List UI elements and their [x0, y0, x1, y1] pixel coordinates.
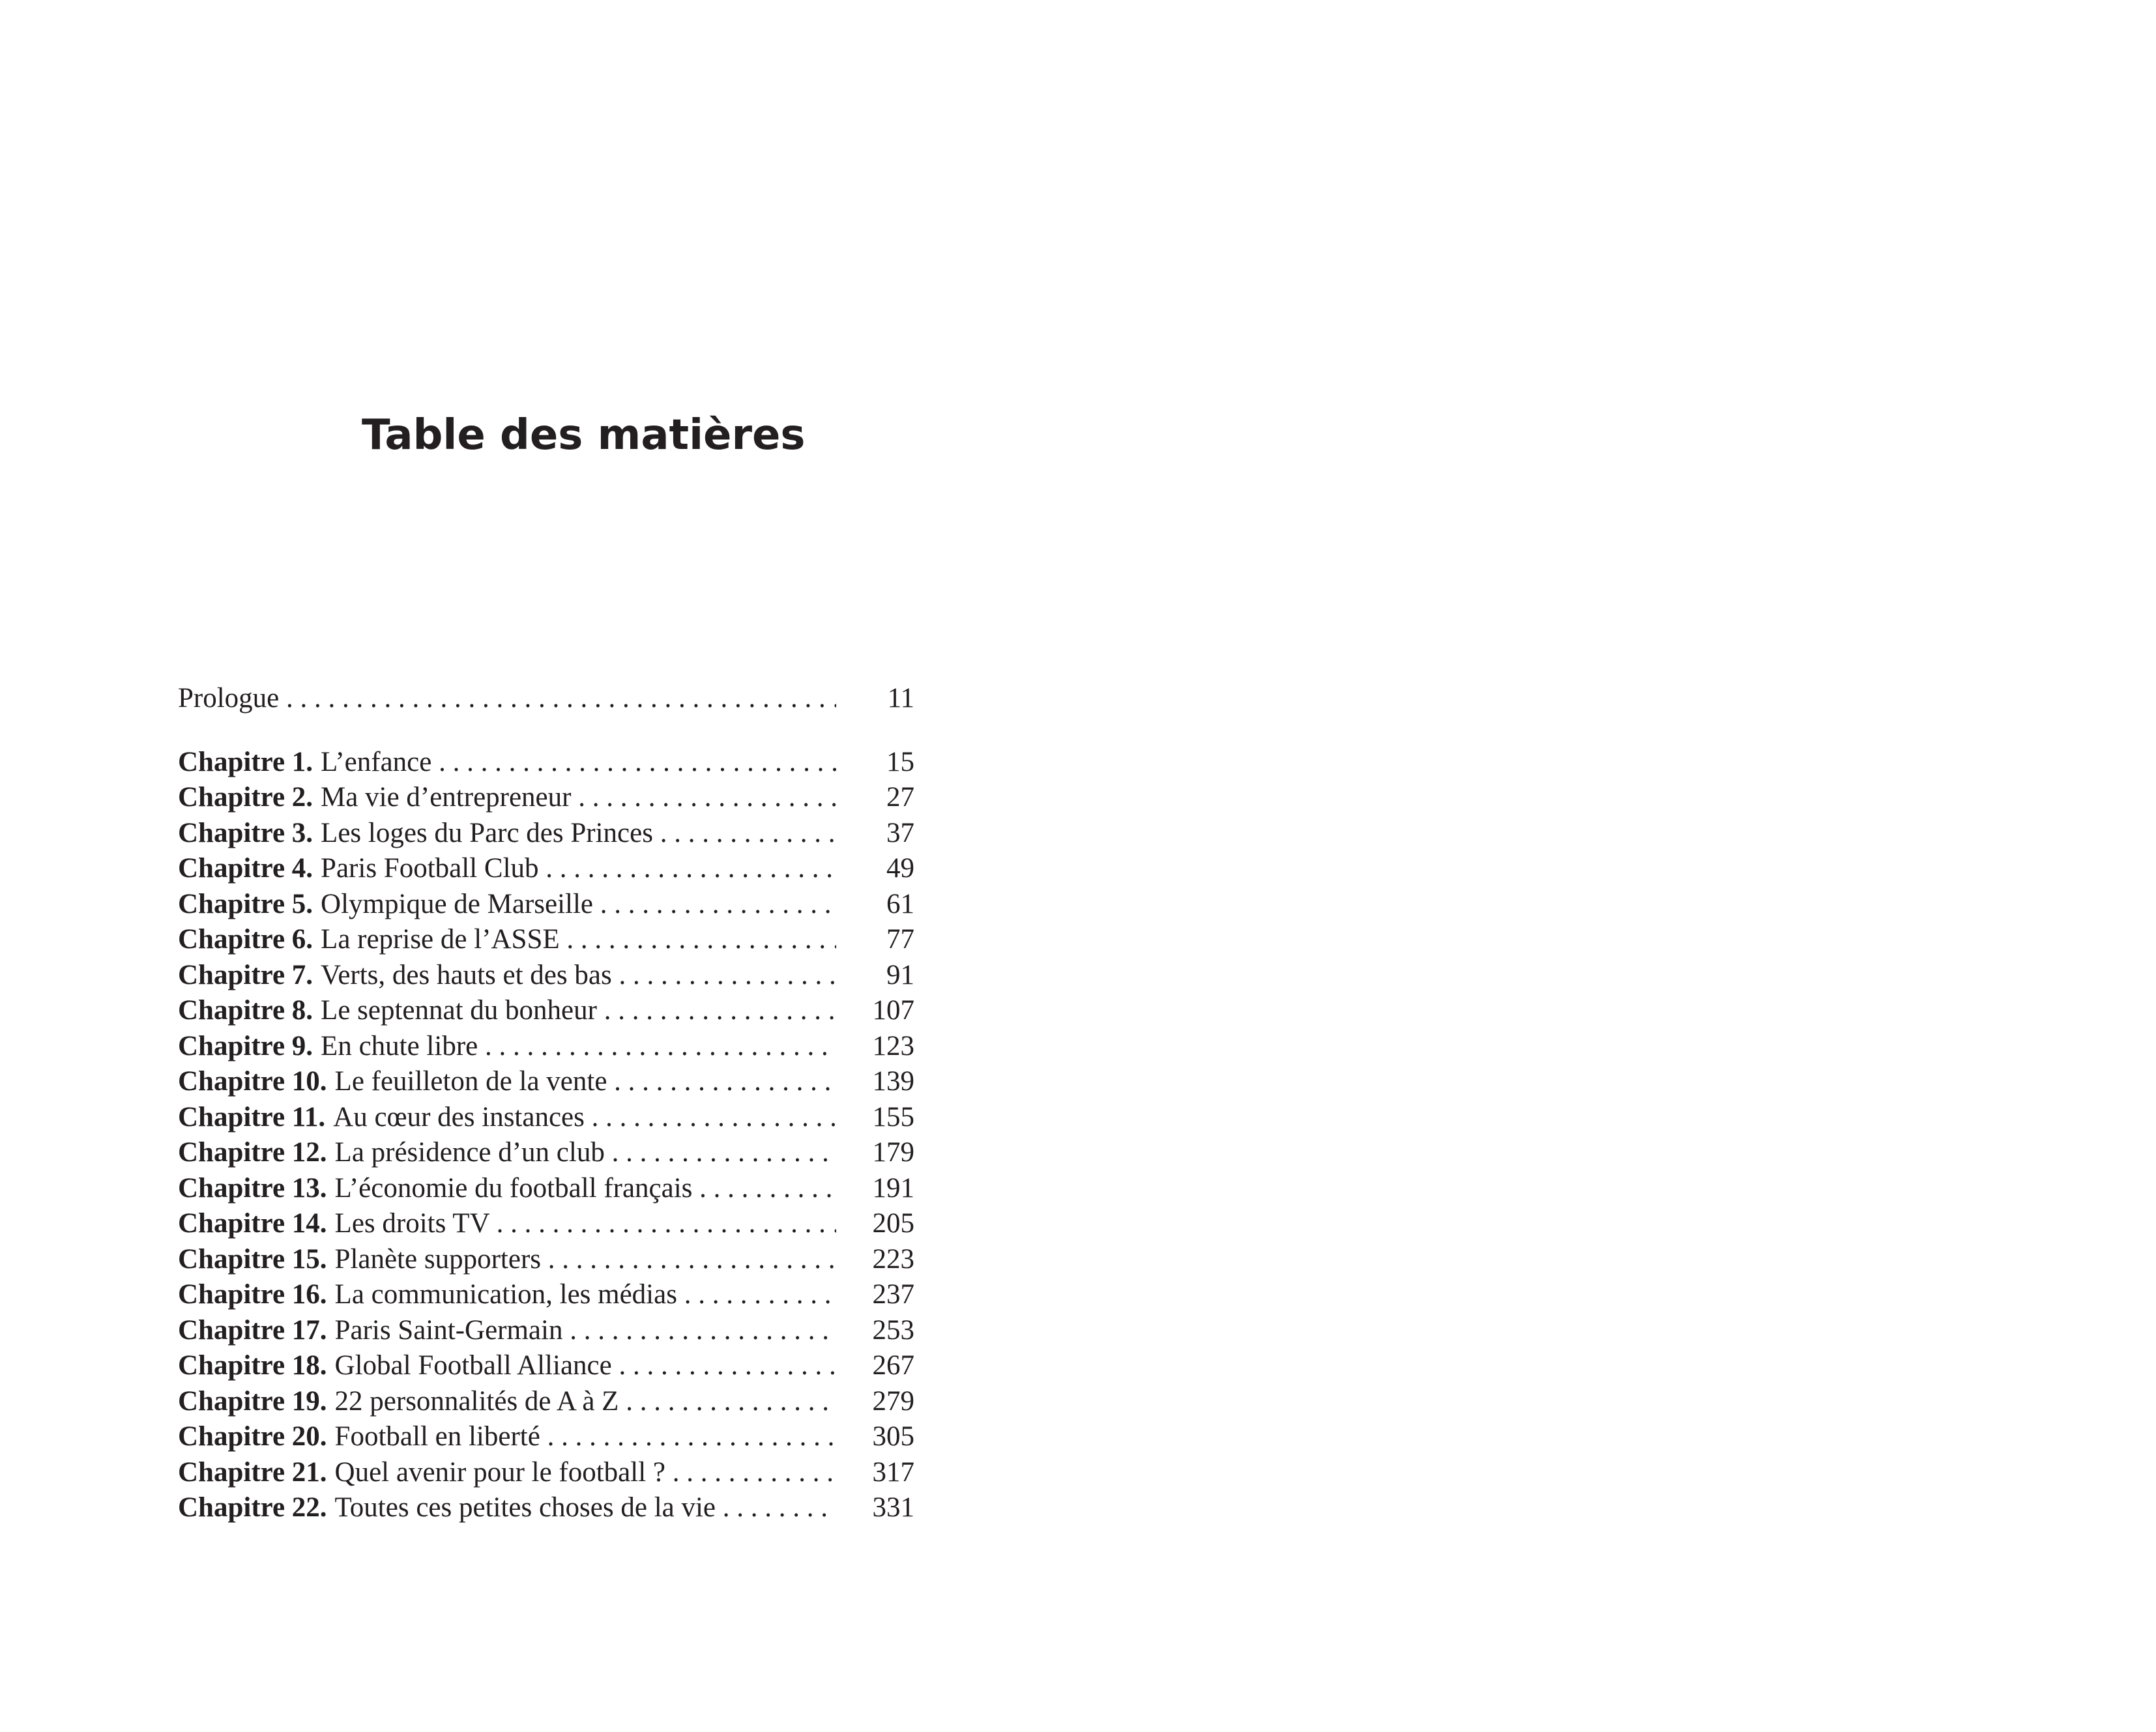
table-of-contents — [178, 681, 914, 1526]
page-number: 191 — [843, 1171, 914, 1207]
page-number: 267 — [843, 1348, 914, 1384]
page-number: 37 — [843, 816, 914, 852]
chapter-title: L’économie du football français — [334, 1172, 693, 1204]
toc-row-chapter — [178, 1100, 914, 1136]
toc-row-chapter — [178, 958, 914, 994]
chapter-label: Chapitre 14. — [178, 1208, 327, 1239]
toc-row-chapter — [178, 1206, 914, 1242]
toc-row-chapter — [178, 1064, 914, 1100]
page-number: 179 — [843, 1135, 914, 1171]
toc-row-chapter — [178, 780, 914, 816]
chapter-title: Le feuilleton de la vente — [334, 1066, 607, 1097]
chapter-label: Chapitre 3. — [178, 817, 313, 848]
chapter-title: Paris Saint-Germain — [334, 1314, 563, 1346]
page-number: 49 — [843, 851, 914, 887]
page-number: 205 — [843, 1206, 914, 1242]
page-number: 61 — [843, 887, 914, 923]
page-number: 237 — [843, 1277, 914, 1313]
chapter-label: Chapitre 1. — [178, 746, 313, 777]
toc-entry — [178, 1242, 836, 1278]
toc-entry — [178, 1100, 836, 1136]
chapter-title: Quel avenir pour le football ? — [334, 1456, 666, 1488]
chapter-label: Chapitre 4. — [178, 853, 313, 884]
toc-entry — [178, 780, 836, 816]
toc-entry — [178, 681, 836, 717]
toc-row-chapter — [178, 993, 914, 1029]
chapter-title: La présidence d’un club — [334, 1137, 605, 1168]
toc-row-chapter — [178, 1242, 914, 1278]
chapter-label: Chapitre 6. — [178, 924, 313, 955]
page-number: 91 — [843, 958, 914, 994]
toc-row-chapter — [178, 745, 914, 781]
chapter-label: Chapitre 17. — [178, 1314, 327, 1346]
toc-entry — [178, 1277, 836, 1313]
page-number: 317 — [843, 1455, 914, 1491]
toc-row-chapter — [178, 851, 914, 887]
toc-row-chapter — [178, 1135, 914, 1171]
page-title: Table des matières — [362, 411, 806, 459]
toc-entry — [178, 1384, 836, 1420]
chapter-title: L’enfance — [321, 746, 432, 777]
chapter-label: Chapitre 19. — [178, 1385, 327, 1417]
page-number: 15 — [843, 745, 914, 781]
chapter-title: Toutes ces petites choses de la vie — [334, 1492, 716, 1523]
toc-entry — [178, 887, 836, 923]
toc-row-chapter — [178, 1313, 914, 1349]
toc-entry — [178, 1135, 836, 1171]
chapter-label: Chapitre 21. — [178, 1456, 327, 1488]
toc-row-chapter — [178, 816, 914, 852]
chapter-title: La reprise de l’ASSE — [321, 924, 560, 955]
chapter-title: 22 personnalités de A à Z — [334, 1385, 619, 1417]
toc-entry — [178, 1171, 836, 1207]
chapter-label: Chapitre 8. — [178, 995, 313, 1026]
chapter-title: Global Football Alliance — [334, 1350, 612, 1381]
chapter-title: Paris Football Club — [321, 853, 539, 884]
chapter-label: Chapitre 2. — [178, 782, 313, 813]
toc-row-chapter — [178, 1277, 914, 1313]
chapter-label: Chapitre 20. — [178, 1421, 327, 1452]
page-number: 253 — [843, 1313, 914, 1349]
page-number: 139 — [843, 1064, 914, 1100]
chapter-label: Chapitre 5. — [178, 888, 313, 919]
chapter-label: Chapitre 7. — [178, 959, 313, 990]
prologue-title: Prologue — [178, 683, 280, 714]
toc-row-chapter — [178, 1384, 914, 1420]
chapter-title: Verts, des hauts et des bas — [321, 959, 612, 990]
toc-entry — [178, 1313, 836, 1349]
chapter-title: Olympique de Marseille — [321, 888, 593, 919]
toc-entry — [178, 851, 836, 887]
chapter-label: Chapitre 11. — [178, 1101, 326, 1133]
toc-row-chapter — [178, 1419, 914, 1455]
chapter-title: Les loges du Parc des Princes — [321, 817, 653, 848]
chapter-label: Chapitre 10. — [178, 1066, 327, 1097]
chapter-label: Chapitre 18. — [178, 1350, 327, 1381]
chapter-title: Au cœur des instances — [333, 1101, 585, 1133]
toc-row-chapter — [178, 887, 914, 923]
toc-entry — [178, 1455, 836, 1491]
toc-row-chapter — [178, 922, 914, 958]
page-number: 223 — [843, 1242, 914, 1278]
chapter-title: Planète supporters — [334, 1243, 541, 1275]
toc-entry — [178, 1064, 836, 1100]
page-number: 155 — [843, 1100, 914, 1136]
chapter-title: Les droits TV — [334, 1208, 489, 1239]
toc-row-chapter — [178, 1490, 914, 1526]
page-number: 107 — [843, 993, 914, 1029]
page-number: 305 — [843, 1419, 914, 1455]
toc-entry — [178, 958, 836, 994]
toc-row-chapter — [178, 1348, 914, 1384]
chapter-title: En chute libre — [321, 1030, 478, 1061]
page-number: 123 — [843, 1029, 914, 1065]
page-number: 11 — [843, 681, 914, 717]
toc-row-prologue — [178, 681, 914, 717]
toc-entry — [178, 816, 836, 852]
toc-row-chapter — [178, 1171, 914, 1207]
page-number: 77 — [843, 922, 914, 958]
toc-entry — [178, 1206, 836, 1242]
chapter-title: Le septennat du bonheur — [321, 995, 597, 1026]
chapter-label: Chapitre 15. — [178, 1243, 327, 1275]
page-number: 27 — [843, 780, 914, 816]
toc-entry — [178, 1419, 836, 1455]
chapter-title: Football en liberté — [334, 1421, 540, 1452]
toc-entry — [178, 745, 836, 781]
toc-entry — [178, 1029, 836, 1065]
chapter-label: Chapitre 22. — [178, 1492, 327, 1523]
chapter-list — [178, 745, 914, 1526]
chapter-title: Ma vie d’entrepreneur — [321, 782, 572, 813]
chapter-title: La communication, les médias — [334, 1279, 677, 1310]
chapter-label: Chapitre 9. — [178, 1030, 313, 1061]
toc-entry — [178, 922, 836, 958]
chapter-label: Chapitre 12. — [178, 1137, 327, 1168]
toc-entry — [178, 1490, 836, 1526]
chapter-label: Chapitre 13. — [178, 1172, 327, 1204]
chapter-label: Chapitre 16. — [178, 1279, 327, 1310]
page-number: 279 — [843, 1384, 914, 1420]
toc-entry — [178, 1348, 836, 1384]
toc-entry — [178, 993, 836, 1029]
page-number: 331 — [843, 1490, 914, 1526]
toc-row-chapter — [178, 1029, 914, 1065]
toc-row-chapter — [178, 1455, 914, 1491]
